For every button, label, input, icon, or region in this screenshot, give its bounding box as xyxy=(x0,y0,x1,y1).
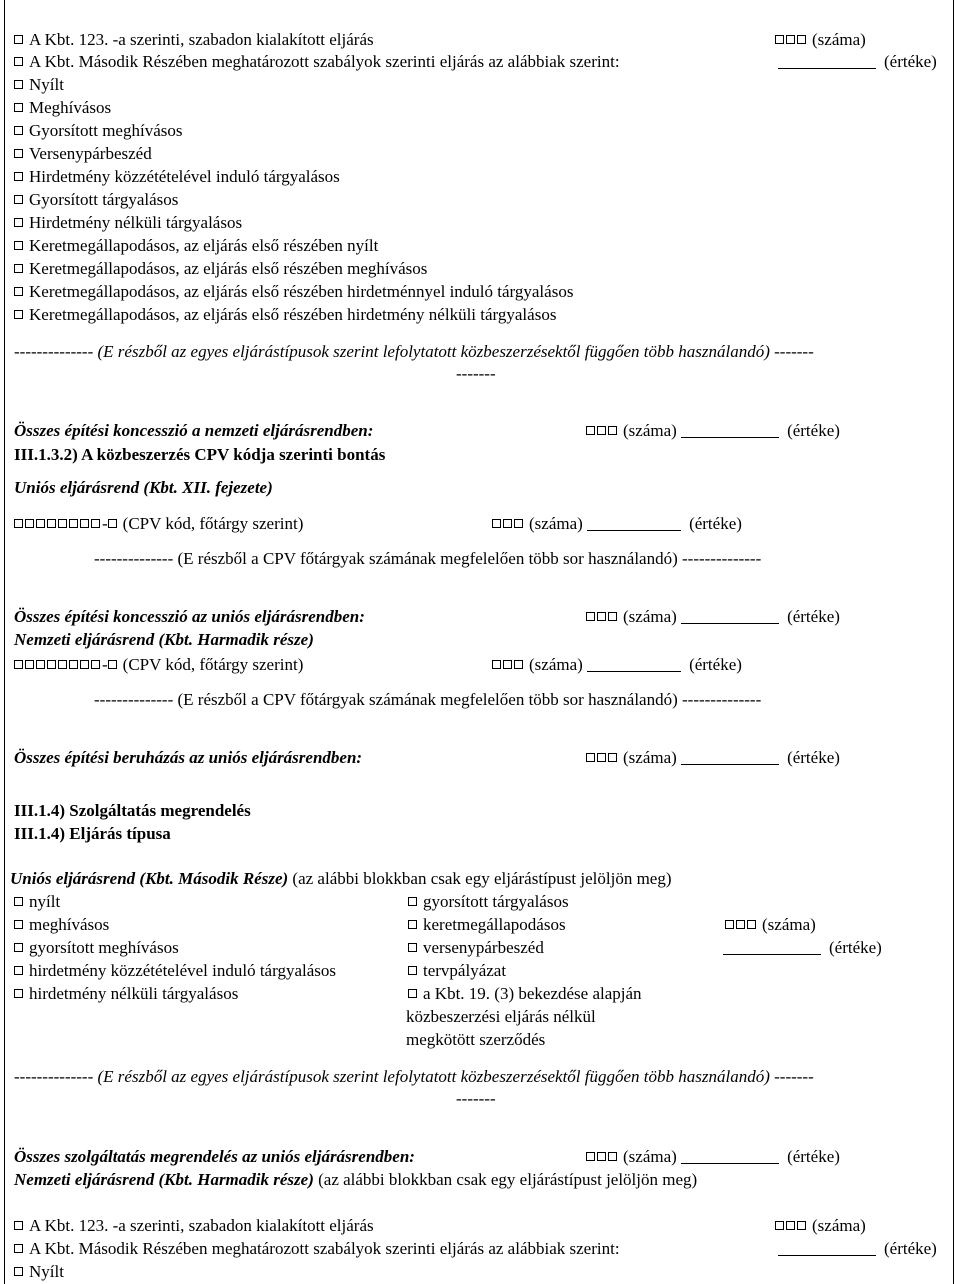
count-value-field: (száma) (értéke) xyxy=(586,607,840,627)
svc-option[interactable]: keretmegállapodásos xyxy=(408,915,566,935)
option-item[interactable]: Gyorsított tárgyalásos xyxy=(14,190,178,210)
svc-option[interactable]: tervpályázat xyxy=(408,961,506,981)
multi-use-note-cont: ------- xyxy=(456,1089,496,1108)
count-value-field: (száma) (értéke) xyxy=(492,655,742,675)
count-field: (száma) xyxy=(775,30,866,50)
option-item[interactable]: Hirdetmény közzétételével induló tárgyalásos xyxy=(14,167,340,187)
svc-option-cont: közbeszerzési eljárás nélkül xyxy=(406,1007,596,1026)
national-regime-heading: Nemzeti eljárásrend (Kbt. Harmadik része) xyxy=(14,630,314,649)
eu-regime-heading: Uniós eljárásrend (Kbt. XII. fejezete) xyxy=(14,478,273,497)
svc-option[interactable]: nyílt xyxy=(14,892,60,912)
svc-option[interactable]: gyorsított tárgyalásos xyxy=(408,892,569,912)
option-item[interactable]: Versenypárbeszéd xyxy=(14,144,152,164)
checkbox[interactable] xyxy=(14,57,23,66)
multi-use-note-cont: ------- xyxy=(456,364,496,383)
svc-option[interactable]: a Kbt. 19. (3) bekezdése alapján xyxy=(408,984,642,1004)
option-masodik[interactable]: A Kbt. Második Részében meghatározott szabályok szerinti eljárás az alábbiak szerint: xyxy=(14,1239,620,1259)
cpv-row: - (CPV kód, főtárgy szerint) xyxy=(14,655,303,675)
svc-option[interactable]: hirdetmény nélküli tárgyalásos xyxy=(14,984,238,1004)
total-eu-service: Összes szolgáltatás megrendelés az uniós eljárásrendben: xyxy=(14,1147,415,1166)
option-kbt123[interactable]: A Kbt. 123. -a szerinti, szabadon kialakított eljárás xyxy=(14,1216,374,1236)
option-item[interactable]: Nyílt xyxy=(14,1262,64,1282)
option-item[interactable]: Keretmegállapodásos, az eljárás első részében meghívásos xyxy=(14,259,427,279)
section-heading-procedure: III.1.4) Eljárás típusa xyxy=(14,824,171,843)
svc-option-cont: megkötött szerződés xyxy=(406,1030,546,1049)
multi-use-note: -------------- (E részből az egyes eljárástípusok szerint lefolytatott közbeszerzésektől függően több használandó) ------- xyxy=(14,342,814,361)
option-item[interactable]: Nyílt xyxy=(14,75,64,95)
total-eu-concession: Összes építési koncesszió az uniós eljárásrendben: xyxy=(14,607,365,626)
option-item[interactable]: Meghívásos xyxy=(14,98,111,118)
cpv-row: - (CPV kód, főtárgy szerint) xyxy=(14,514,303,534)
value-blank[interactable] xyxy=(778,54,876,69)
section-heading-service: III.1.4) Szolgáltatás megrendelés xyxy=(14,801,251,820)
total-eu-construction: Összes építési beruházás az uniós eljárásrendben: xyxy=(14,748,363,767)
checkbox[interactable] xyxy=(14,35,23,44)
eu-regime-instruction: Uniós eljárásrend (Kbt. Második Része) (az alábbi blokkban csak egy eljárástípust jelöljön meg) xyxy=(10,869,672,888)
count-value-field: (száma) (értéke) xyxy=(586,421,840,441)
value-field: (értéke) xyxy=(778,52,937,72)
value-field: (értéke) xyxy=(778,1239,937,1259)
section-heading-cpv: III.1.3.2) A közbeszerzés CPV kódja szerinti bontás xyxy=(14,445,386,464)
value-field: (értéke) xyxy=(723,938,882,958)
option-item[interactable]: Keretmegállapodásos, az eljárás első részében hirdetmény nélküli tárgyalásos xyxy=(14,305,556,325)
multi-use-note: -------------- (E részből az egyes eljárástípusok szerint lefolytatott közbeszerzésektől függően több használandó) ------- xyxy=(14,1067,814,1086)
option-item[interactable]: Hirdetmény nélküli tárgyalásos xyxy=(14,213,242,233)
national-regime-instruction: Nemzeti eljárásrend (Kbt. Harmadik része) (az alábbi blokkban csak egy eljárástípust jelöljön meg) xyxy=(14,1170,698,1189)
svc-option[interactable]: meghívásos xyxy=(14,915,109,935)
cpv-note: -------------- (E részből a CPV főtárgyak számának megfelelően több sor használandó) -------------- xyxy=(94,690,762,709)
option-masodik[interactable]: A Kbt. Második Részében meghatározott szabályok szerinti eljárás az alábbiak szerint: xyxy=(14,52,620,72)
count-value-field: (száma) (értéke) xyxy=(586,1147,840,1167)
svc-option[interactable]: gyorsított meghívásos xyxy=(14,938,179,958)
svc-option[interactable]: versenypárbeszéd xyxy=(408,938,544,958)
option-item[interactable]: Gyorsított meghívásos xyxy=(14,121,182,141)
svc-option[interactable]: hirdetmény közzétételével induló tárgyalásos xyxy=(14,961,336,981)
count-value-field: (száma) (értéke) xyxy=(492,514,742,534)
count-field: (száma) xyxy=(775,1216,866,1236)
option-item[interactable]: Keretmegállapodásos, az eljárás első részében nyílt xyxy=(14,236,378,256)
option-kbt123[interactable]: A Kbt. 123. -a szerinti, szabadon kialakított eljárás xyxy=(14,30,374,50)
count-field: (száma) xyxy=(725,915,816,935)
option-item[interactable]: Keretmegállapodásos, az eljárás első részében hirdetménnyel induló tárgyalásos xyxy=(14,282,573,302)
cpv-note: -------------- (E részből a CPV főtárgyak számának megfelelően több sor használandó) -------------- xyxy=(94,549,762,568)
total-national-concession: Összes építési koncesszió a nemzeti eljárásrendben: xyxy=(14,421,374,440)
count-value-field: (száma) (értéke) xyxy=(586,748,840,768)
